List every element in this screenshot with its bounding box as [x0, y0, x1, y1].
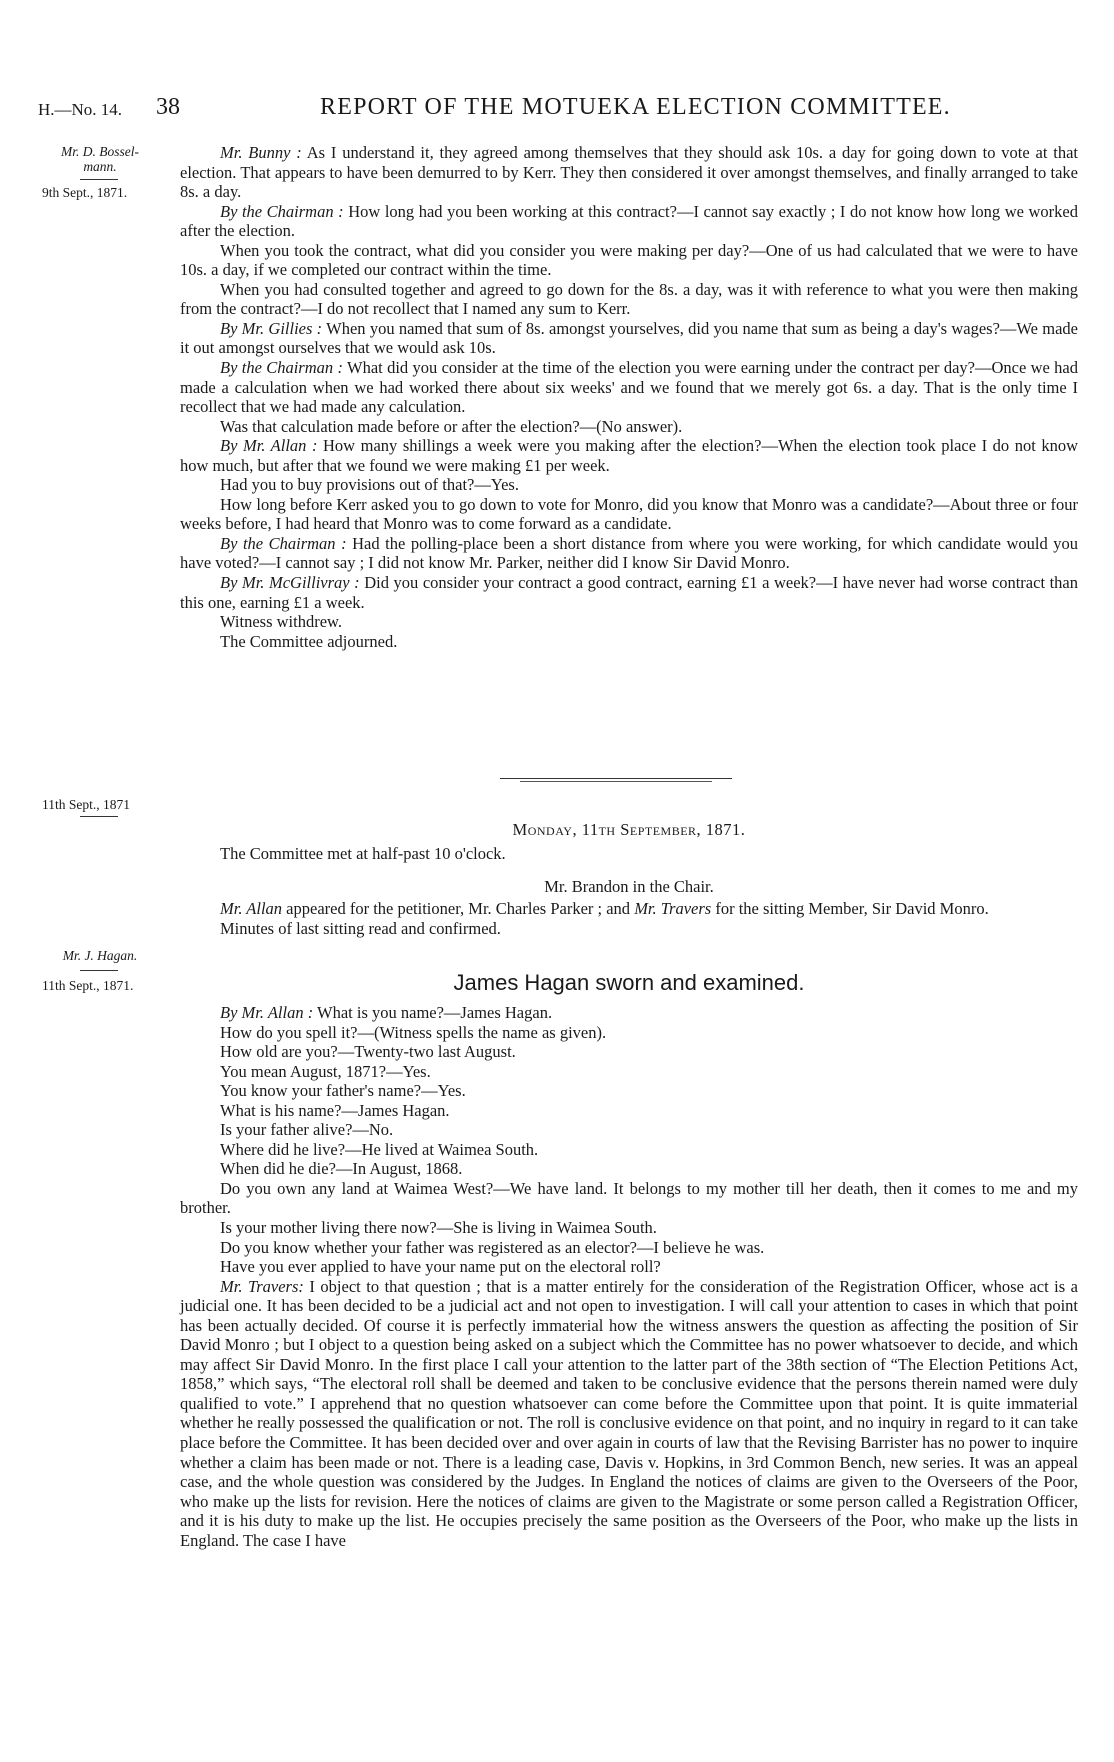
testimony-paragraph: By the Chairman : What did you consider at the time of the election you were earning under the contract per day?—Once we had made a calculation when we had worked there about six weeks' and we found that we merely got 6s. a day. That is the only time I recollect that we had made any calculation.	[180, 358, 1079, 417]
speaker: By Mr. Allan :	[220, 436, 318, 456]
testimony-paragraph: When you took the contract, what did you consider you were making per day?—One of us had calculated that we were to have 10s. a day, if we completed our contract within the time.	[180, 240, 1078, 280]
speaker: Mr. Travers:	[220, 1276, 304, 1296]
testimony-paragraph: How long before Kerr asked you to go down to vote for Monro, did you know that Monro was a candidate?—About three or four weeks before, I had heard that Monro was to come forward as a candidate.	[180, 494, 1078, 534]
testimony-paragraph: By the Chairman : Had the polling-place been a short distance from where you were working, for which candidate would you have voted?—I cannot say ; I did not know Mr. Parker, neither did I know Sir David Monro.	[180, 533, 1079, 573]
testimony-paragraph: By Mr. McGillivray : Did you consider your contract a good contract, earning £1 a week?—I have never had worse contract than this one, earning £1 a week.	[180, 573, 1078, 612]
testimony-paragraph: The Committee adjourned.	[220, 631, 398, 651]
testimony-paragraph: You know your father's name?—Yes.	[220, 1081, 466, 1101]
page-number: 38	[156, 94, 180, 120]
testimony-paragraph: By Mr. Allan : How many shillings a week were you making after the election?—When the election took place I do not know how much, but after that we found we were making £1 per week.	[180, 436, 1078, 475]
section-divider	[520, 781, 712, 782]
testimony-section-2	[180, 1003, 1078, 1550]
margin-witness-date: 9th Sept., 1871.	[42, 185, 128, 200]
testimony-paragraph: Was that calculation made before or after the election?—(No answer).	[220, 416, 683, 436]
testimony-paragraph: Mr. Travers: I object to that question ; that is a matter entirely for the consideration of the Registration Officer, whose act is a judicial one. It has been decided to be a judicial act and not open to investigation. I will call your attention to cases in which that point has been actually decided. Of course it is perfectly immaterial how the witness answers the question as affecting the position of Sir David Monro ; but I object to a question being asked on a subject which the Committee has no power whatsoever to decide, and which may affect Sir David Monro. In the first place I call your attention to the latter part of the 38th section of “The Election Petitions Act, 1858,” which says, “The electoral roll shall be deemed and taken to be conclusive evidence that the persons therein named were duly qualified to vote.” I apprehend that no question whatsoever can come before the Committee upon that point. It is quite immaterial whether he really possessed the qualification or not. The roll is conclusive evidence on that point, and no inquiry in regard to it can take place before the Committee. It has been decided over and over again in courts of law that the Revising Barrister has no power to inquire whether a claim has been made or not. There is a leading case, Davis v. Hopkins, in 3rd Common Bench, new series. It was an appeal case, and the whole question was considered by the Judges. In England the notices of claims are given to the Overseers of the Poor, who make up the lists for revision. Here the notices of claims are given to the Magistrate or some person called a Registration Officer, and it is his duty to make up the list. He occupies precisely the same position as the Overseers of the Poor, who make up the lists in England. The case I have	[180, 1276, 1078, 1550]
sitting-notes	[180, 844, 1078, 864]
speaker: Mr. Bunny :	[220, 143, 302, 162]
speaker: By Mr. Gillies :	[220, 318, 323, 338]
testimony-paragraph: Witness withdrew.	[220, 612, 342, 632]
speaker: By the Chairman :	[220, 358, 343, 378]
testimony-paragraph: Have you ever applied to have your name put on the electoral roll?	[220, 1257, 661, 1277]
testimony-paragraph: When did he die?—In August, 1868.	[220, 1159, 463, 1179]
chair-line: Mr. Brandon in the Chair.	[544, 877, 714, 896]
testimony-paragraph: When you had consulted together and agreed to go down for the 8s. a day, was it with reference to what you were then making from the contract?—I do not recollect that I named any sum to Kerr.	[180, 279, 1078, 319]
testimony-paragraph: You mean August, 1871?—Yes.	[220, 1061, 431, 1081]
appearances-paragraph: Mr. Allan appeared for the petitioner, Mr. Charles Parker ; and Mr. Travers for the sitting Member, Sir David Monro.	[220, 899, 989, 918]
testimony-section-1	[180, 143, 1078, 651]
margin-sitting-date: 11th Sept., 1871	[42, 797, 131, 812]
margin-witness-name: Mr. J. Hagan.	[62, 948, 138, 963]
page-header	[38, 94, 1078, 128]
testimony-paragraph: Do you know whether your father was registered as an elector?—I believe he was.	[220, 1237, 765, 1257]
speaker: By Mr. Allan :	[220, 1003, 314, 1022]
margin-rule	[80, 179, 118, 180]
testimony-paragraph: Do you own any land at Waimea West?—We have land. It belongs to my mother till her death, then it comes to me and my brother.	[180, 1178, 1078, 1218]
testimony-paragraph: Is your mother living there now?—She is living in Waimea South.	[220, 1218, 657, 1238]
sitting-date-heading: Monday, 11th September, 1871.	[512, 820, 746, 839]
margin-witness-name: Mr. D. Bossel- mann.	[61, 144, 139, 174]
margin-witness-date: 11th Sept., 1871.	[42, 978, 134, 993]
speaker: By the Chairman :	[220, 201, 344, 221]
speaker: By the Chairman :	[220, 533, 347, 553]
speaker: By Mr. McGillivray :	[220, 573, 360, 593]
page-title: REPORT OF THE MOTUEKA ELECTION COMMITTEE.	[320, 94, 951, 120]
witness-heading: James Hagan sworn and examined.	[453, 970, 805, 995]
appearances	[180, 899, 1078, 938]
paper-reference: H.—No. 14.	[38, 100, 123, 119]
testimony-paragraph: By the Chairman : How long had you been working at this contract?—I cannot say exactly ; I do not know how long we worked after the election.	[180, 201, 1078, 241]
testimony-paragraph: Mr. Bunny : As I understand it, they agreed among themselves that they should ask 10s. a day for going down to vote at that election. That appears to have been demurred to by Kerr. They then considered it over amongst themselves, and finally arranged to take 8s. a day.	[180, 143, 1079, 202]
testimony-paragraph: What is his name?—James Hagan.	[220, 1100, 450, 1120]
margin-rule	[80, 970, 118, 971]
testimony-paragraph: How do you spell it?—(Witness spells the name as given).	[220, 1022, 607, 1042]
section-divider	[500, 778, 732, 779]
testimony-paragraph: Had you to buy provisions out of that?—Yes.	[220, 475, 519, 495]
testimony-paragraph: Where did he live?—He lived at Waimea South.	[220, 1139, 539, 1159]
minutes-line: Minutes of last sitting read and confirmed.	[220, 918, 501, 938]
testimony-paragraph: Is your father alive?—No.	[220, 1120, 394, 1140]
testimony-paragraph: By Mr. Allan : What is you name?—James Hagan.	[220, 1003, 553, 1022]
meeting-time: The Committee met at half-past 10 o'clock.	[220, 844, 506, 863]
margin-rule	[80, 816, 118, 817]
testimony-paragraph: By Mr. Gillies : When you named that sum of 8s. amongst yourselves, did you name that sum as being a day's wages?—We made it out amongst ourselves that we would ask 10s.	[180, 318, 1078, 358]
testimony-paragraph: How old are you?—Twenty-two last August.	[220, 1042, 516, 1062]
